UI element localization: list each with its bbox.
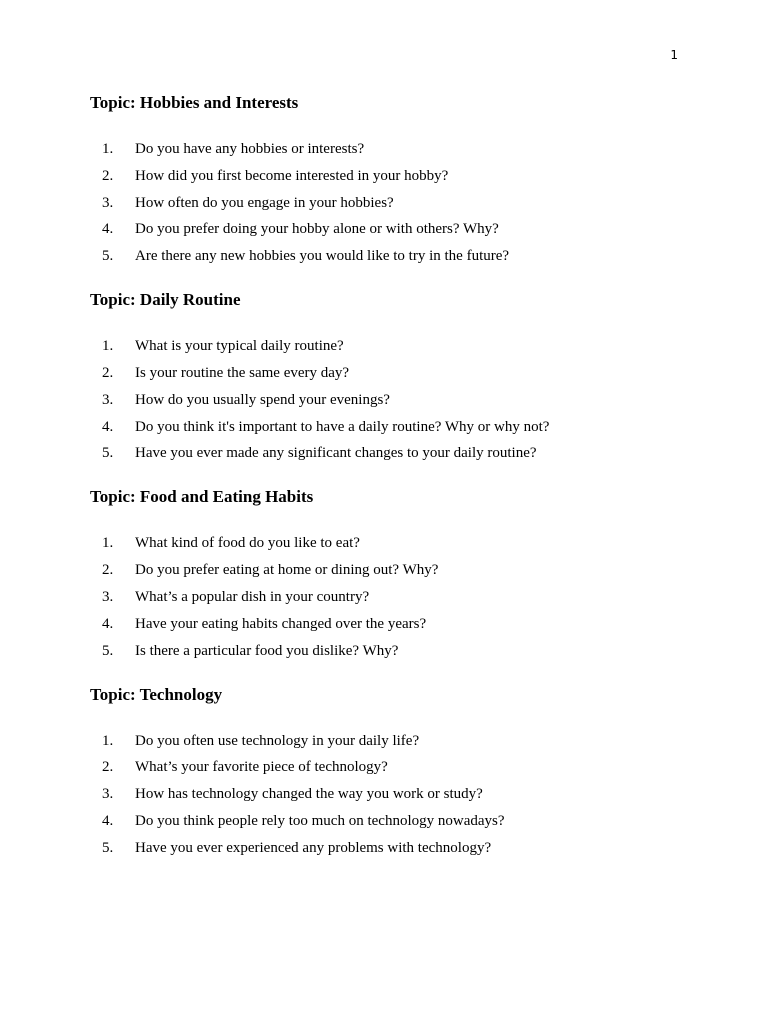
question-text: How did you first become interested in your hobby? (135, 167, 449, 184)
list-item (90, 614, 690, 634)
list-item (90, 139, 690, 159)
question-number: 1. (102, 732, 114, 749)
list-item (90, 811, 690, 831)
question-number: 4. (102, 221, 114, 238)
question-text: How often do you engage in your hobbies? (135, 194, 394, 211)
list-item (90, 757, 690, 777)
question-list (90, 336, 690, 463)
question-list (90, 533, 690, 660)
question-text: Do you often use technology in your daily life? (135, 732, 420, 749)
question-number: 3. (102, 194, 114, 211)
page-number: 1 (670, 48, 678, 62)
section-hobbies-and-interests (90, 92, 690, 266)
question-text: What’s a popular dish in your country? (135, 588, 370, 605)
question-text: Is your routine the same every day? (135, 364, 350, 381)
question-text: Are there any new hobbies you would like to try in the future? (135, 248, 510, 265)
section-title: Topic: Daily Routine (90, 290, 241, 310)
question-text: Do you think it's important to have a daily routine? Why or why not? (135, 418, 550, 435)
question-text: What is your typical daily routine? (135, 338, 344, 355)
question-number: 2. (102, 759, 114, 776)
question-text: Have your eating habits changed over the years? (135, 615, 427, 632)
question-text: Do you think people rely too much on technology nowadays? (135, 812, 505, 829)
list-item (90, 641, 690, 661)
document-body (90, 92, 690, 858)
list-item (90, 731, 690, 751)
list-item (90, 363, 690, 383)
question-text: Do you prefer eating at home or dining out? Why? (135, 562, 439, 579)
section-title: Topic: Technology (90, 684, 223, 704)
question-number: 2. (102, 364, 114, 381)
list-item (90, 166, 690, 186)
list-item (90, 219, 690, 239)
section-food-and-eating-habits (90, 486, 690, 660)
question-text: Have you ever experienced any problems with technology? (135, 839, 492, 856)
question-number: 5. (102, 445, 114, 462)
question-number: 1. (102, 141, 114, 157)
list-item (90, 390, 690, 410)
list-item (90, 838, 690, 858)
question-number: 1. (102, 338, 114, 355)
list-item (90, 560, 690, 580)
question-number: 4. (102, 615, 114, 632)
question-number: 2. (102, 562, 114, 579)
question-text: What’s your favorite piece of technology? (135, 759, 388, 776)
section-title: Topic: Food and Eating Habits (90, 487, 314, 507)
section-daily-routine (90, 289, 690, 463)
question-number: 4. (102, 418, 114, 435)
question-text: How do you usually spend your evenings? (135, 391, 390, 408)
question-list (90, 731, 690, 858)
section-title: Topic: Hobbies and Interests (90, 93, 299, 112)
question-number: 5. (102, 248, 114, 265)
question-number: 5. (102, 839, 114, 856)
question-number: 3. (102, 786, 114, 803)
question-text: How has technology changed the way you work or study? (135, 786, 483, 803)
question-text: Do you have any hobbies or interests? (135, 141, 365, 157)
list-item (90, 443, 690, 463)
list-item (90, 533, 690, 553)
question-text: Have you ever made any significant changes to your daily routine? (135, 445, 537, 462)
question-number: 3. (102, 391, 114, 408)
question-number: 1. (102, 535, 114, 552)
question-number: 4. (102, 812, 114, 829)
question-text: What kind of food do you like to eat? (135, 535, 360, 552)
question-list (90, 139, 690, 266)
list-item (90, 193, 690, 213)
question-number: 5. (102, 642, 114, 659)
list-item (90, 246, 690, 266)
list-item (90, 784, 690, 804)
list-item (90, 417, 690, 437)
question-number: 3. (102, 588, 114, 605)
question-text: Do you prefer doing your hobby alone or with others? Why? (135, 221, 499, 238)
question-text: Is there a particular food you dislike? Why? (135, 642, 399, 659)
section-technology (90, 684, 690, 858)
list-item (90, 587, 690, 607)
list-item (90, 336, 690, 356)
question-number: 2. (102, 167, 114, 184)
